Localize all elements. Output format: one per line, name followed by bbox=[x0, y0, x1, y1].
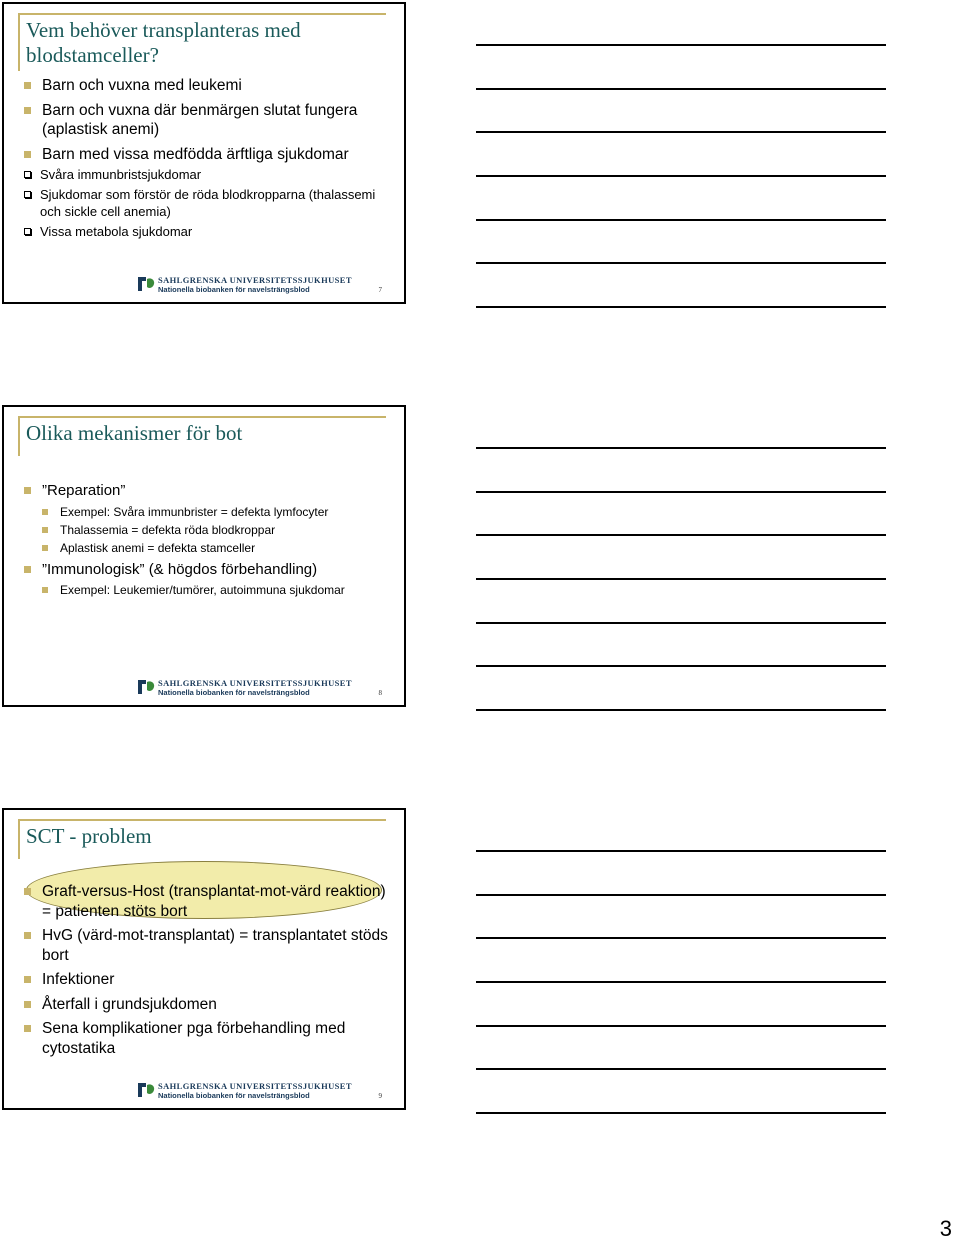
sub-bullet-item: Exempel: Leukemier/tumörer, autoimmuna sjukdomar bbox=[42, 582, 390, 598]
logo-mark-icon bbox=[136, 1081, 156, 1099]
note-line bbox=[476, 709, 886, 711]
note-line bbox=[476, 175, 886, 177]
note-line bbox=[476, 937, 886, 939]
note-line bbox=[476, 88, 886, 90]
bullet-item: Återfall i grundsjukdomen bbox=[24, 995, 390, 1015]
sub-bullet-item: Exempel: Svåra immunbrister = defekta lymfocyter bbox=[42, 504, 390, 520]
note-line bbox=[476, 894, 886, 896]
note-line bbox=[476, 981, 886, 983]
note-line bbox=[476, 447, 886, 449]
bullet-item: Sena komplikationer pga förbehandling med cytostatika bbox=[24, 1019, 390, 1058]
logo-mark-icon bbox=[136, 678, 156, 696]
hospital-logo bbox=[136, 677, 352, 699]
note-line bbox=[476, 665, 886, 667]
hospital-logo bbox=[136, 1080, 352, 1102]
note-line bbox=[476, 850, 886, 852]
logo-line-2: Nationella biobanken för navelsträngsblod bbox=[158, 1091, 310, 1100]
title-rule bbox=[18, 13, 386, 15]
logo-line-2: Nationella biobanken för navelsträngsblod bbox=[158, 688, 310, 697]
slide-number: 8 bbox=[378, 689, 382, 697]
checkbox-bullet-item: Sjukdomar som förstör de röda blodkropparna (thalassemi och sickle cell anemia) bbox=[24, 186, 390, 220]
slide-number: 9 bbox=[378, 1092, 382, 1100]
note-line bbox=[476, 1068, 886, 1070]
note-line bbox=[476, 306, 886, 308]
bullet-item: Infektioner bbox=[24, 970, 390, 990]
bullet-item: ”Immunologisk” (& högdos förbehandling) bbox=[24, 560, 390, 580]
slide-title: SCT - problem bbox=[26, 824, 152, 848]
note-line bbox=[476, 262, 886, 264]
title-vrule bbox=[18, 13, 20, 71]
note-line bbox=[476, 1112, 886, 1114]
sub-bullet-item: Aplastisk anemi = defekta stamceller bbox=[42, 540, 390, 556]
logo-mark-icon bbox=[136, 275, 156, 293]
title-rule bbox=[18, 416, 386, 418]
title-vrule bbox=[18, 819, 20, 859]
checkbox-bullet-item: Svåra immunbristsjukdomar bbox=[24, 166, 390, 183]
bullet-item: HvG (värd-mot-transplantat) = transplantatet stöds bort bbox=[24, 926, 390, 965]
logo-line-1: SAHLGRENSKA UNIVERSITETSSJUKHUSET bbox=[158, 275, 352, 285]
slide-body bbox=[24, 481, 390, 598]
slide-8 bbox=[2, 405, 406, 707]
note-line bbox=[476, 44, 886, 46]
note-line bbox=[476, 219, 886, 221]
hospital-logo bbox=[136, 274, 352, 296]
note-line bbox=[476, 131, 886, 133]
note-line bbox=[476, 578, 886, 580]
bullet-item: ”Reparation” bbox=[24, 481, 390, 501]
slide-7 bbox=[2, 2, 406, 304]
bullet-item: Graft-versus-Host (transplantat-mot-värd reaktion) = patienten stöts bort bbox=[24, 882, 390, 921]
slide-9 bbox=[2, 808, 406, 1110]
bullet-item: Barn och vuxna där benmärgen slutat fungera (aplastisk anemi) bbox=[24, 101, 390, 140]
note-line bbox=[476, 534, 886, 536]
bullet-item: Barn med vissa medfödda ärftliga sjukdomar bbox=[24, 145, 390, 165]
page-number: 3 bbox=[939, 1216, 952, 1241]
note-line bbox=[476, 491, 886, 493]
checkbox-bullet-item: Vissa metabola sjukdomar bbox=[24, 223, 390, 240]
logo-line-1: SAHLGRENSKA UNIVERSITETSSJUKHUSET bbox=[158, 1081, 352, 1091]
slide-title: Olika mekanismer för bot bbox=[26, 421, 243, 445]
sub-bullet-item: Thalassemia = defekta röda blodkroppar bbox=[42, 522, 390, 538]
slide-body bbox=[24, 76, 390, 240]
slide-title: Vem behöver transplanteras med blodstamceller? bbox=[26, 18, 301, 67]
title-rule bbox=[18, 819, 386, 821]
logo-line-2: Nationella biobanken för navelsträngsblod bbox=[158, 285, 310, 294]
title-vrule bbox=[18, 416, 20, 456]
slide-body bbox=[24, 882, 390, 1063]
note-line bbox=[476, 1025, 886, 1027]
bullet-item: Barn och vuxna med leukemi bbox=[24, 76, 390, 96]
slide-number: 7 bbox=[378, 286, 382, 294]
logo-line-1: SAHLGRENSKA UNIVERSITETSSJUKHUSET bbox=[158, 678, 352, 688]
note-line bbox=[476, 622, 886, 624]
